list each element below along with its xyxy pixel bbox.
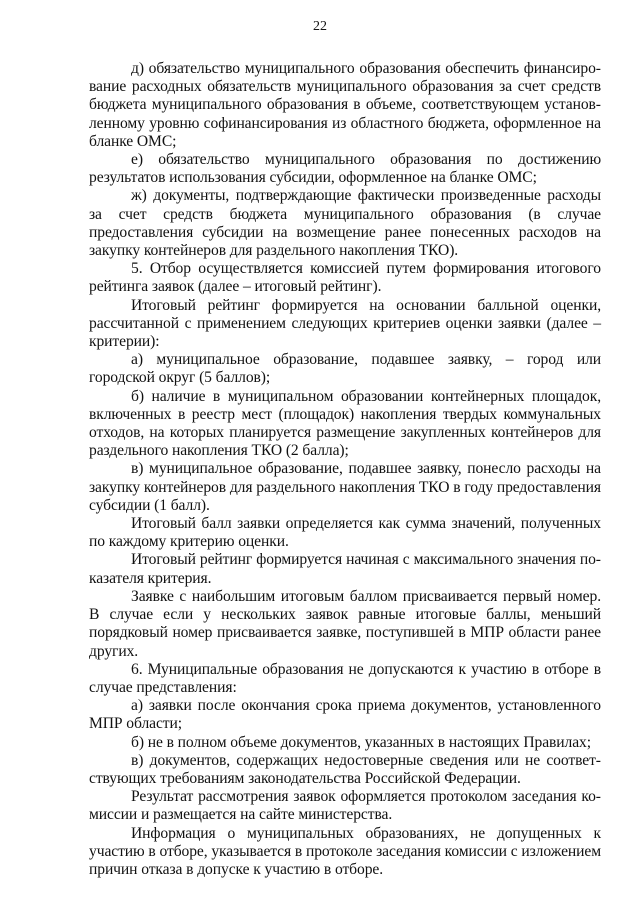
paragraph-reject-a: а) заявки после окончания срока приема документов, установленного МПР области;	[89, 697, 601, 733]
paragraph-rejected-info: Информация о муниципальных образованиях, не допущенных к участию в отборе, указывается в протоколе заседания комиссии с изложением причин отказа в допуске к участию в отборе.	[89, 824, 601, 878]
paragraph-item-e: е) обязательство муниципального образования по достижению результатов использования субсидии, оформленное на бланке ОМС;	[89, 151, 601, 187]
paragraph-criterion-a: а) муниципальное образование, подавшее заявку, – город или городской округ (5 баллов);	[89, 351, 601, 387]
paragraph-reject-v: в) документов, содержащих недостоверные сведения или не соответствующих требованиям законодательства Российской Федерации.	[89, 751, 601, 787]
paragraph-section-5: 5. Отбор осуществляется комиссией путем формирования итогового рейтинга заявок (далее – итоговый рейтинг).	[89, 260, 601, 296]
paragraph-item-d: д) обязательство муниципального образования обеспечить финансирование расходных обязательств муниципального образования за счет средств бюджета муниципального образования в объеме, соответствующем установленному уровню софинансирования из областного бюджета, оформленное на бланке ОМС;	[89, 60, 601, 150]
paragraph-reject-b: б) не в полном объеме документов, указанных в настоящих Правилах;	[131, 733, 591, 751]
page-number: 22	[313, 19, 327, 34]
paragraph-rating-order: Итоговый рейтинг формируется начиная с максимального значения показателя критерия.	[89, 551, 601, 587]
paragraph-item-zh: ж) документы, подтверждающие фактически произведенные расходы за счет средств бюджета муниципального образования (в случае предоставления субсидии на возмещение ранее понесенных расходов на закупку контейнеров для раздельного накопления ТКО).	[89, 187, 601, 260]
paragraph-criterion-b: б) наличие в муниципальном образовании контейнерных площадок, включенных в реестр мест (площадок) накопления твердых коммунальных отходов, на которых планируется размещение закупленных контейнеров для раздельного накопления ТКО (2 балла);	[89, 387, 601, 460]
paragraph-criterion-v: в) муниципальное образование, подавшее заявку, понесло расходы на закупку контейнеров для раздельного накопления ТКО в году предоставления субсидии (1 балл).	[89, 460, 601, 514]
paragraph-result-protocol: Результат рассмотрения заявок оформляется протоколом заседания комиссии и размещается на сайте министерства.	[89, 788, 601, 824]
document-body	[89, 60, 601, 879]
paragraph-rating-basis: Итоговый рейтинг формируется на основании балльной оценки, рассчитанной с применением следующих критериев оценки заявки (далее – критерии):	[89, 296, 601, 351]
paragraph-total-score: Итоговый балл заявки определяется как сумма значений, полученных по каждому критерию оценки.	[89, 515, 601, 551]
paragraph-section-6: 6. Муниципальные образования не допускаются к участию в отборе в случае представления:	[89, 660, 601, 696]
paragraph-first-number: Заявке с наибольшим итоговым баллом присваивается первый номер. В случае если у нескольких заявок равные итоговые баллы, меньший порядковый номер присваивается заявке, поступившей в МПР области ранее других.	[89, 587, 601, 660]
